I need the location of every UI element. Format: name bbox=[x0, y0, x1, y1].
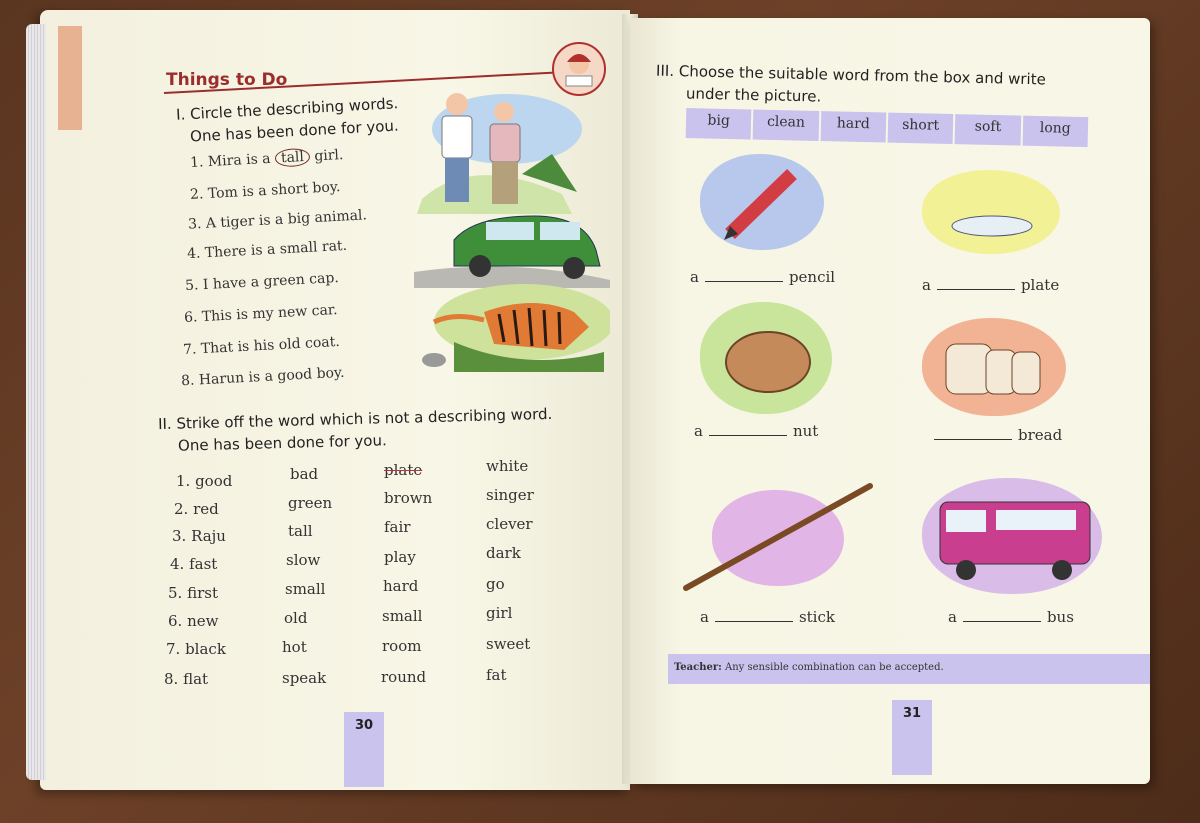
word-cell: go bbox=[486, 575, 505, 593]
word-cell: play bbox=[384, 548, 416, 566]
section1-title: I. Circle the describing words. bbox=[175, 94, 399, 124]
word-cell: sweet bbox=[486, 635, 531, 653]
word-cell: small bbox=[285, 580, 326, 598]
page-tab bbox=[58, 26, 82, 130]
sentence-7: 7. That is his old coat. bbox=[182, 333, 341, 359]
sentence-2: 2. Tom is a short boy. bbox=[189, 179, 341, 203]
word-cell: 5. first bbox=[168, 584, 218, 602]
word-cell: room bbox=[382, 637, 422, 655]
word-cell: small bbox=[382, 607, 423, 625]
word-cell: round bbox=[381, 668, 427, 686]
caption-pencil: a pencil bbox=[690, 268, 836, 286]
section3-title: III. Choose the suitable word from the box and write bbox=[655, 61, 1047, 89]
sentence-6: 6. This is my new car. bbox=[183, 301, 338, 327]
word-cell: 7. black bbox=[166, 640, 226, 658]
word-cell: fair bbox=[384, 518, 411, 536]
word-cell: 4. fast bbox=[170, 555, 218, 573]
bus-picture bbox=[922, 478, 1102, 594]
word-cell: 2. red bbox=[174, 500, 219, 518]
sentence-5: 5. I have a green cap. bbox=[184, 269, 340, 295]
word-cell: fat bbox=[486, 666, 507, 684]
word-cell: girl bbox=[486, 604, 513, 622]
word-cell: hard bbox=[383, 577, 419, 595]
word-box-item: soft bbox=[955, 114, 1021, 145]
circled-word: tall bbox=[275, 148, 311, 168]
plate-picture bbox=[922, 170, 1060, 254]
struck-word: plate bbox=[384, 461, 423, 479]
word-cell: tall bbox=[288, 522, 313, 540]
caption-plate: a plate bbox=[922, 276, 1060, 294]
word-cell: green bbox=[288, 494, 333, 512]
word-cell: 3. Raju bbox=[172, 527, 226, 545]
section1-subtitle: One has been done for you. bbox=[189, 116, 400, 146]
section-heading: Things to Do bbox=[166, 70, 288, 90]
word-cell: 8. flat bbox=[164, 670, 209, 688]
tiger-and-rat-illustration bbox=[414, 282, 610, 382]
word-box-item: long bbox=[1022, 116, 1088, 147]
word-box-item: clean bbox=[753, 110, 819, 141]
word-cell: bad bbox=[290, 465, 319, 483]
word-box-item: short bbox=[888, 113, 954, 144]
section2-subtitle: One has been done for you. bbox=[177, 431, 387, 455]
bread-picture bbox=[922, 318, 1066, 416]
sentence-8: 8. Harun is a good boy. bbox=[180, 364, 345, 390]
word-cell: singer bbox=[486, 486, 534, 504]
word-cell: dark bbox=[486, 544, 521, 562]
teacher-note: Teacher: Any sensible combination can be accepted. bbox=[668, 654, 1150, 684]
word-cell: white bbox=[486, 457, 529, 475]
page-number-left: 30 bbox=[344, 712, 384, 787]
boy-and-girl-illustration bbox=[412, 84, 582, 216]
word-cell: old bbox=[284, 609, 308, 627]
sentence-4: 4. There is a small rat. bbox=[186, 237, 348, 263]
word-cell: speak bbox=[282, 669, 327, 687]
word-cell: 1. good bbox=[176, 472, 233, 490]
word-cell: clever bbox=[486, 515, 533, 533]
stick-icon bbox=[680, 480, 876, 596]
word-cell: slow bbox=[286, 551, 321, 569]
word-cell: 6. new bbox=[168, 612, 219, 630]
caption-stick: a stick bbox=[700, 608, 835, 626]
word-cell: hot bbox=[282, 638, 307, 656]
caption-bread: bread bbox=[928, 426, 1062, 444]
word-cell: brown bbox=[384, 489, 433, 507]
nut-picture bbox=[700, 302, 832, 414]
caption-nut: a nut bbox=[694, 422, 819, 440]
section3-subtitle: under the picture. bbox=[685, 84, 822, 106]
page-number-right: 31 bbox=[892, 700, 932, 775]
word-box-item: big bbox=[686, 108, 752, 139]
word-box-item: hard bbox=[820, 111, 886, 142]
sentence-3: 3. A tiger is a big animal. bbox=[187, 207, 368, 233]
pencil-picture bbox=[700, 154, 824, 250]
green-car-illustration bbox=[414, 210, 610, 288]
section2-title: II. Strike off the word which is not a describing word. bbox=[157, 404, 553, 434]
sentence-1: 1. Mira is a tall girl. bbox=[189, 146, 344, 172]
page-edges bbox=[26, 24, 46, 780]
caption-bus: a bus bbox=[948, 608, 1074, 626]
